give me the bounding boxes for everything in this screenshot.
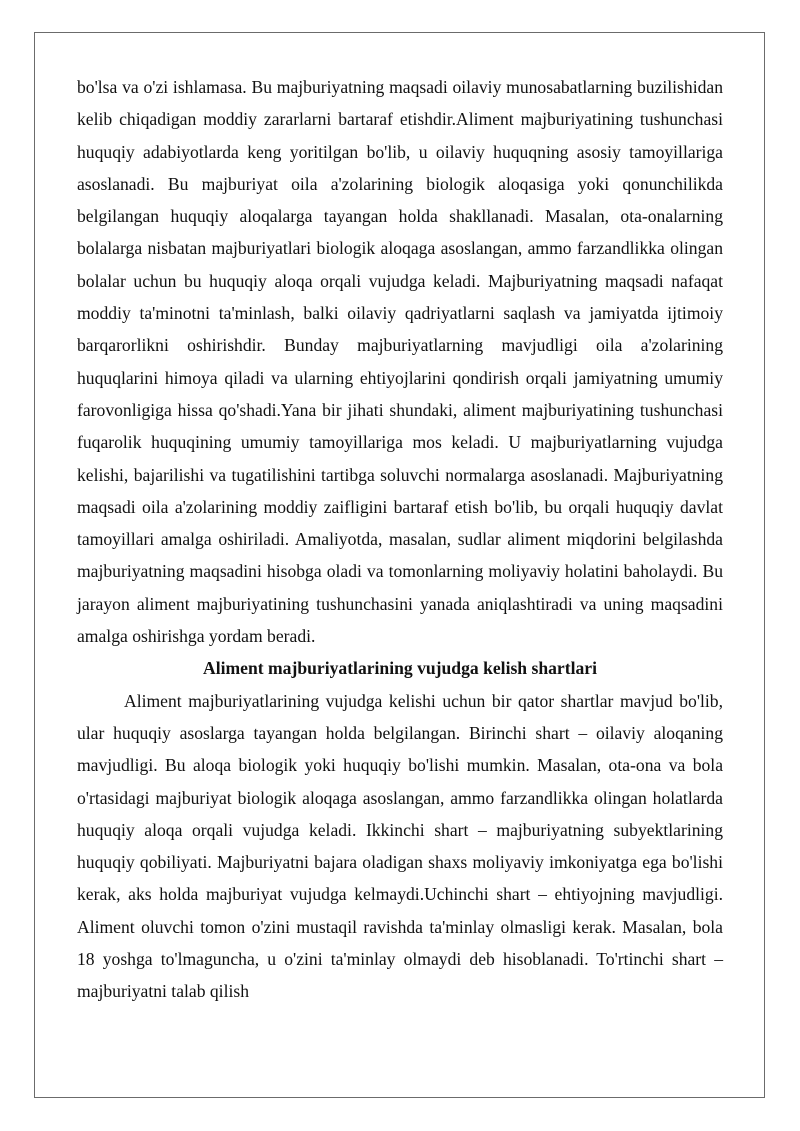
body-paragraph: bo'lsa va o'zi ishlamasa. Bu majburiyatning maqsadi oilaviy munosabatlarning buzilishidan kelib chiqadigan moddiy zararlarni bartaraf etishdir.Aliment majburiyatining tushunchasi huquqiy adabiyotlarda keng yoritilgan bo'lib, u oilaviy huquqning asosiy tamoyillariga asoslanadi. Bu majburiyat oila a'zolarining biologik aloqasiga yoki qonunchilikda belgilangan huquqiy aloqalarga tayangan holda shakllanadi. Masalan, ota-onalarning bolalarga nisbatan majburiyatlari biologik aloqaga asoslangan, ammo farzandlikka olingan bolalar uchun bu huquqiy aloqa orqali vujudga keladi. Majburiyatning maqsadi nafaqat moddiy ta'minotni ta'minlash, balki oilaviy qadriyatlarni saqlash va jamiyatda ijtimoiy barqarorlikni oshirishdir. Bunday majburiyatlarning mavjudligi oila a'zolarining huquqlarini himoya qiladi va ularning ehtiyojlarini qondirish orqali jamiyatning umumiy farovonligiga hissa qo'shadi.Yana bir jihati shundaki, aliment majburiyatining tushunchasi fuqarolik huquqining umumiy tamoyillariga mos keladi. U majburiyatlarning vujudga kelishi, bajarilishi va tugatilishini tartibga soluvchi normalarga asoslanadi. Majburiyatning maqsadi oila a'zolarining moddiy zaifligini bartaraf etish bo'lib, bu orqali huquqiy davlat tamoyillari amalga oshiriladi. Amaliyotda, masalan, sudlar aliment miqdorini belgilashda majburiyatning maqsadini hisobga oladi va tomonlarning moliyaviy holatini baholaydi. Bu jarayon aliment majburiyatining tushunchasini yanada aniqlashtiradi va uning maqsadini amalga oshirishga yordam beradi. (77, 77, 723, 647)
body-paragraph: Aliment majburiyatlarining vujudga kelishi uchun bir qator shartlar mavjud bo'lib, ular huquqiy asoslarga tayangan holda belgilangan. Birinchi shart – oilaviy aloqaning mavjudligi. Bu aloqa biologik yoki huquqiy bo'lishi mumkin. Masalan, ota-ona va bola o'rtasidagi majburiyat biologik aloqaga asoslangan, ammo farzandlikka olingan holatlarda huquqiy aloqa orqali vujudga keladi. Ikkinchi shart – majburiyatning subyektlarining huquqiy qobiliyati. Majburiyatni bajara oladigan shaxs moliyaviy imkoniyatga ega bo'lishi kerak, aks holda majburiyat vujudga kelmaydi.Uchinchi shart – ehtiyojning mavjudligi. Aliment oluvchi tomon o'zini mustaqil ravishda ta'minlay olmasligi kerak. Masalan, bola 18 yoshga to'lmaguncha, u o'zini ta'minlay olmaydi deb hisoblanadi. To'rtinchi shart – majburiyatni talab qilish (77, 690, 723, 1002)
document-body (77, 71, 723, 1008)
section-heading: Aliment majburiyatlarining vujudga kelish shartlari (203, 658, 597, 679)
